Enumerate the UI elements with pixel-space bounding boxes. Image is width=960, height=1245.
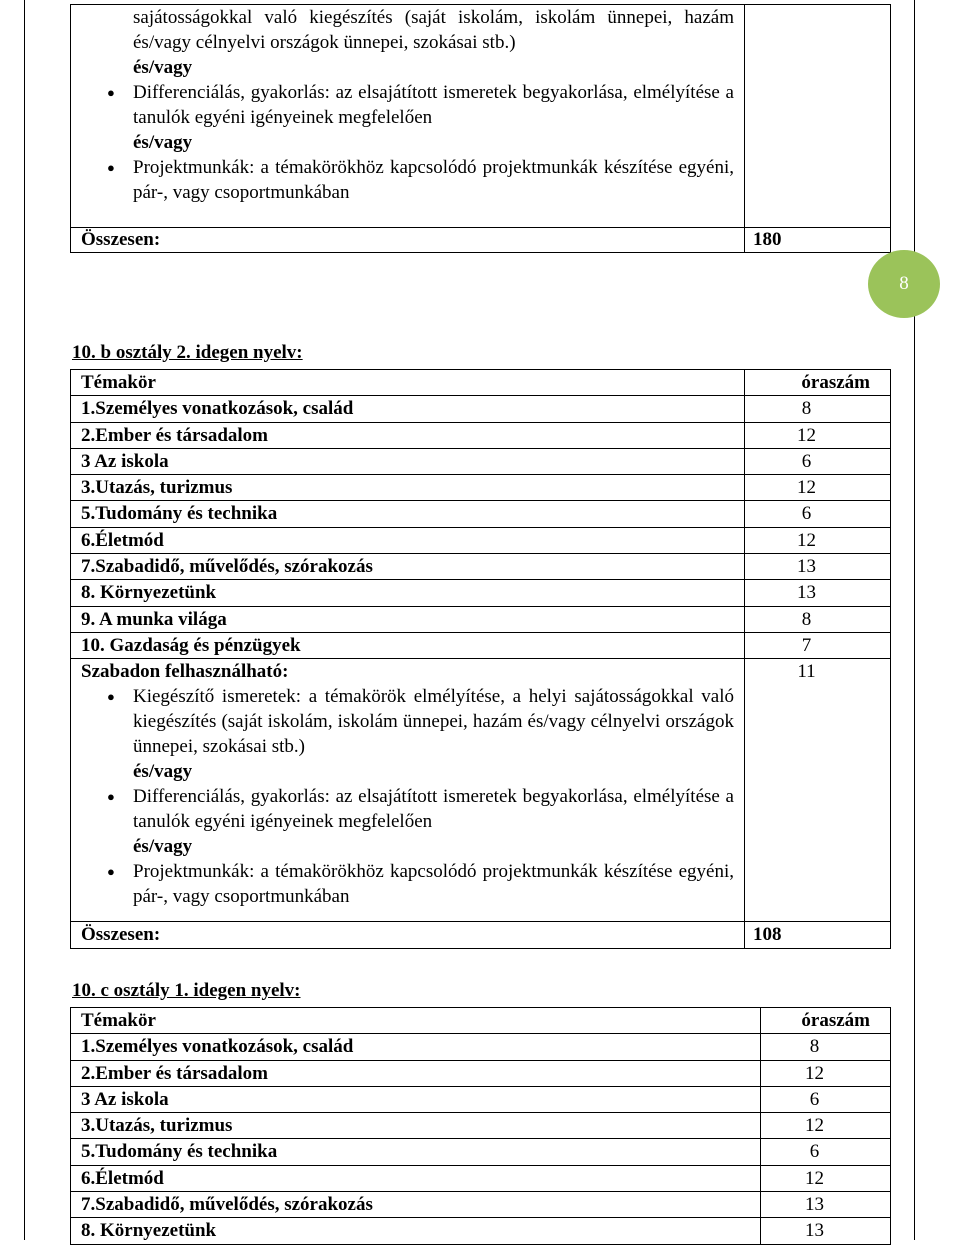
list-item bbox=[71, 80, 744, 130]
hours-cell: 7 bbox=[745, 632, 891, 658]
table-row bbox=[71, 632, 891, 658]
bullet-icon: ● bbox=[107, 789, 115, 805]
table-row bbox=[71, 1218, 891, 1244]
list-item bbox=[71, 155, 744, 205]
hours-cell: 8 bbox=[745, 396, 891, 422]
topic-cell: 3 Az iskola bbox=[71, 1086, 761, 1112]
hours-cell: 13 bbox=[761, 1192, 891, 1218]
and-or-label: és/vagy bbox=[133, 761, 193, 783]
table-row bbox=[71, 475, 891, 501]
topic-cell: 7.Szabadidő, művelődés, szórakozás bbox=[71, 1192, 761, 1218]
table-row bbox=[71, 501, 891, 527]
total-row bbox=[71, 922, 891, 948]
hours-cell: 8 bbox=[745, 606, 891, 632]
and-or-label: és/vagy bbox=[133, 132, 193, 153]
topic-cell: 7.Szabadidő, művelődés, szórakozás bbox=[71, 554, 745, 580]
topic-cell: 3 Az iskola bbox=[71, 448, 745, 474]
bullet-icon: ● bbox=[107, 160, 115, 175]
topic-cell: 6.Életmód bbox=[71, 1165, 761, 1191]
table-row bbox=[71, 580, 891, 606]
section-b-table bbox=[70, 369, 891, 949]
hours-cell: 6 bbox=[745, 448, 891, 474]
page-frame-left bbox=[24, 0, 25, 1240]
table-row bbox=[71, 527, 891, 553]
table-row bbox=[71, 422, 891, 448]
hours-cell: 6 bbox=[745, 501, 891, 527]
column-header-hours: óraszám bbox=[761, 1008, 891, 1034]
topic-cell: 2.Ember és társadalom bbox=[71, 422, 745, 448]
section-b-heading: 10. b osztály 2. idegen nyelv: bbox=[72, 342, 303, 363]
table-row bbox=[71, 448, 891, 474]
topic-cell: 1.Személyes vonatkozások, család bbox=[71, 396, 745, 422]
hours-cell: 12 bbox=[745, 527, 891, 553]
column-header-topic: Témakör bbox=[71, 1008, 761, 1034]
table-row bbox=[71, 1192, 891, 1218]
table-row bbox=[71, 1139, 891, 1165]
bullet-icon: ● bbox=[107, 689, 115, 705]
and-or-label: és/vagy bbox=[133, 57, 193, 78]
free-use-list bbox=[71, 684, 744, 909]
hours-cell: 13 bbox=[745, 580, 891, 606]
topic-cell: 8. Környezetünk bbox=[71, 580, 745, 606]
and-or-label: és/vagy bbox=[133, 836, 193, 858]
free-use-label: Szabadon felhasználható: bbox=[81, 661, 289, 683]
list-item-continued bbox=[71, 5, 744, 55]
hours-cell: 12 bbox=[745, 422, 891, 448]
list-item-text: Differenciálás, gyakorlás: az elsajátított ismeretek begyakorlása, elmélyítése a tanulók egyéni igényeinek megfelelően bbox=[133, 82, 734, 128]
top-section-table bbox=[70, 4, 891, 253]
page-number-badge: 8 bbox=[868, 250, 940, 318]
section-c-table bbox=[70, 1007, 891, 1245]
topic-cell: 3.Utazás, turizmus bbox=[71, 1113, 761, 1139]
table-row bbox=[71, 1034, 891, 1060]
list-item bbox=[71, 859, 744, 909]
topic-cell: 10. Gazdaság és pénzügyek bbox=[71, 632, 745, 658]
column-header-hours: óraszám bbox=[745, 370, 891, 396]
top-section-list bbox=[71, 5, 744, 205]
table-row bbox=[71, 396, 891, 422]
table-header-row bbox=[71, 1008, 891, 1034]
column-header-topic: Témakör bbox=[71, 370, 745, 396]
free-use-row bbox=[71, 659, 891, 922]
bullet-icon: ● bbox=[107, 85, 115, 100]
hours-cell: 6 bbox=[761, 1086, 891, 1112]
table-header-row bbox=[71, 370, 891, 396]
list-item-text: sajátosságokkal való kiegészítés (saját iskolám, iskolám ünnepei, hazám és/vagy célnyelvi országok ünnepei, szokásai stb.) bbox=[133, 7, 734, 53]
list-item-text: Differenciálás, gyakorlás: az elsajátított ismeretek begyakorlása, elmélyítése a tanulók egyéni igényeinek megfelelően bbox=[133, 786, 734, 833]
hours-cell: 8 bbox=[761, 1034, 891, 1060]
section-c-heading: 10. c osztály 1. idegen nyelv: bbox=[72, 980, 301, 1001]
list-item bbox=[71, 684, 744, 759]
hours-cell: 12 bbox=[761, 1060, 891, 1086]
top-total-label: Összesen: bbox=[71, 228, 745, 253]
page-frame-right bbox=[914, 0, 915, 1240]
list-item-text: Kiegészítő ismeretek: a témakörök elmélyítése, a helyi sajátosságokkal való kiegészítés (saját iskolám, iskolám ünnepei, hazám és/vagy célnyelvi országok ünnepei, szokásai stb.) bbox=[133, 686, 734, 758]
list-item bbox=[71, 784, 744, 834]
table-row bbox=[71, 1086, 891, 1112]
topic-cell: 5.Tudomány és technika bbox=[71, 501, 745, 527]
topic-cell: 2.Ember és társadalom bbox=[71, 1060, 761, 1086]
topic-cell: 9. A munka világa bbox=[71, 606, 745, 632]
list-item-text: Projektmunkák: a témakörökhöz kapcsolódó projektmunkák készítése egyéni, pár-, vagy csoportmunkában bbox=[133, 157, 734, 203]
top-total-value: 180 bbox=[745, 228, 891, 253]
hours-cell: 13 bbox=[761, 1218, 891, 1244]
top-section-hours-cell bbox=[745, 5, 891, 228]
table-row bbox=[71, 1113, 891, 1139]
table-row bbox=[71, 606, 891, 632]
topic-cell: 1.Személyes vonatkozások, család bbox=[71, 1034, 761, 1060]
hours-cell: 12 bbox=[761, 1165, 891, 1191]
hours-cell: 13 bbox=[745, 554, 891, 580]
total-value: 108 bbox=[745, 922, 891, 948]
table-row bbox=[71, 1165, 891, 1191]
hours-cell: 6 bbox=[761, 1139, 891, 1165]
table-row bbox=[71, 554, 891, 580]
topic-cell: 3.Utazás, turizmus bbox=[71, 475, 745, 501]
top-section-content bbox=[71, 5, 745, 228]
hours-cell: 12 bbox=[761, 1113, 891, 1139]
list-item-text: Projektmunkák: a témakörökhöz kapcsolódó projektmunkák készítése egyéni, pár-, vagy csoportmunkában bbox=[133, 861, 734, 908]
bullet-icon: ● bbox=[107, 864, 115, 880]
topic-cell: 5.Tudomány és technika bbox=[71, 1139, 761, 1165]
table-row bbox=[71, 1060, 891, 1086]
free-use-cell bbox=[71, 659, 745, 922]
topic-cell: 8. Környezetünk bbox=[71, 1218, 761, 1244]
total-label: Összesen: bbox=[71, 922, 745, 948]
hours-cell: 12 bbox=[745, 475, 891, 501]
topic-cell: 6.Életmód bbox=[71, 527, 745, 553]
free-use-hours: 11 bbox=[745, 659, 891, 922]
